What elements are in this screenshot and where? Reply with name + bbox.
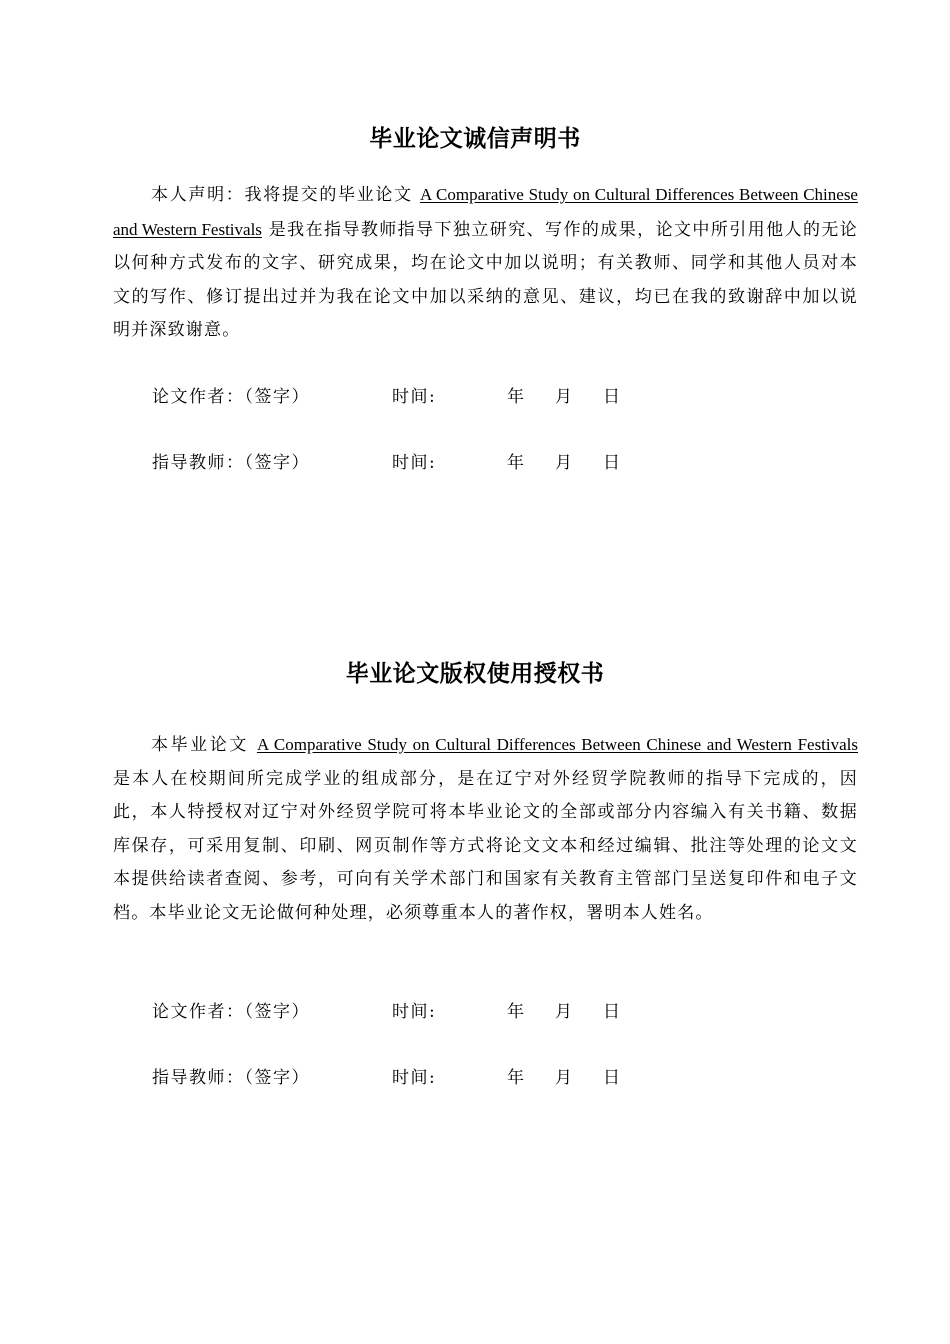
declaration-advisor-signature-row bbox=[152, 448, 752, 476]
signature-label: 论文作者：（签字） bbox=[152, 1002, 310, 1022]
declaration-thesis-title: A Comparative Study on Cultural Differences Between Chinese and Western Festivals bbox=[113, 185, 858, 239]
declaration-title: 毕业论文诚信声明书 bbox=[369, 126, 581, 152]
month-label: 月 bbox=[555, 453, 574, 473]
copyright-author-signature-row bbox=[152, 997, 752, 1025]
declaration-author-signature-row bbox=[152, 382, 752, 410]
year-label: 年 bbox=[507, 1068, 526, 1088]
day-label: 日 bbox=[603, 387, 622, 407]
year-label: 年 bbox=[507, 453, 526, 473]
time-label: 时间: bbox=[392, 1002, 437, 1022]
signature-label: 指导教师：（签字） bbox=[152, 1068, 310, 1088]
time-label: 时间: bbox=[392, 387, 437, 407]
day-label: 日 bbox=[603, 1002, 622, 1022]
signature-label: 指导教师：（签字） bbox=[152, 453, 310, 473]
year-label: 年 bbox=[507, 387, 526, 407]
copyright-text-before: 本毕业论文 bbox=[151, 735, 249, 755]
copyright-paragraph bbox=[113, 728, 858, 930]
copyright-title: 毕业论文版权使用授权书 bbox=[345, 661, 605, 687]
time-label: 时间: bbox=[392, 1068, 437, 1088]
year-label: 年 bbox=[507, 1002, 526, 1022]
day-label: 日 bbox=[603, 1068, 622, 1088]
month-label: 月 bbox=[555, 1002, 574, 1022]
declaration-text-after: 是我在指导教师指导下独立研究、写作的成果，论文中所引用他人的无论以何种方式发布的文字、研究成果，均在论文中加以说明；有关教师、同学和其他人员对本文的写作、修订提出过并为我在论文中加以采纳的意见、建议，均已在我的致谢辞中加以说明并深致谢意。 bbox=[113, 219, 858, 340]
declaration-text-before: 本人声明：我将提交的毕业论文 bbox=[151, 185, 413, 205]
month-label: 月 bbox=[555, 1068, 574, 1088]
copyright-text-after: 是本人在校期间所完成学业的组成部分，是在辽宁对外经贸学院教师的指导下完成的，因此，本人特授权对辽宁对外经贸学院可将本毕业论文的全部或部分内容编入有关书籍、数据库保存，可采用复制、印刷、网页制作等方式将论文文本和经过编辑、批注等处理的论文文本提供给读者查阅、参考，可向有关学术部门和国家有关教育主管部门呈送复印件和电子文档。本毕业论文无论做何种处理，必须尊重本人的著作权，署明本人姓名。 bbox=[113, 768, 858, 923]
day-label: 日 bbox=[603, 453, 622, 473]
signature-label: 论文作者：（签字） bbox=[152, 387, 310, 407]
time-label: 时间: bbox=[392, 453, 437, 473]
month-label: 月 bbox=[555, 387, 574, 407]
copyright-advisor-signature-row bbox=[152, 1063, 752, 1091]
declaration-paragraph bbox=[113, 178, 858, 348]
copyright-thesis-title: A Comparative Study on Cultural Differences Between Chinese and Western Festivals bbox=[256, 735, 859, 754]
